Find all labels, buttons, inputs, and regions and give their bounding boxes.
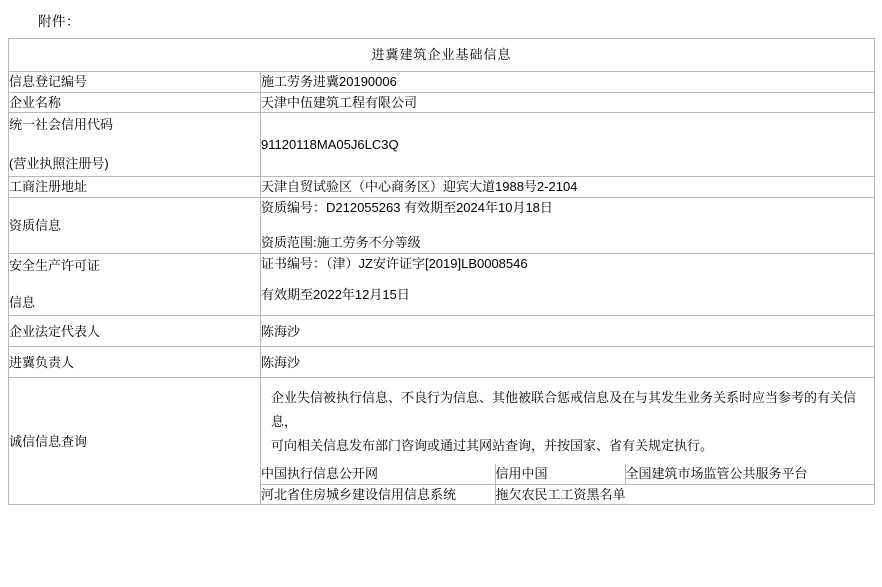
credit-code-label-line1: 统一社会信用代码 bbox=[9, 117, 114, 132]
qualification-line2: 资质范围:施工劳务不分等级 bbox=[261, 235, 421, 251]
row-value-credit-code: 91120118MA05J6LC3Q bbox=[261, 113, 875, 177]
row-label-legal-representative: 企业法定代表人 bbox=[9, 316, 261, 347]
table-title: 进冀建筑企业基础信息 bbox=[9, 39, 875, 72]
credit-links-row bbox=[261, 484, 875, 504]
credit-link-credit-china[interactable]: 信用中国 bbox=[495, 464, 625, 484]
table-row-credit-info bbox=[9, 378, 875, 505]
table-row bbox=[9, 92, 875, 113]
credit-links-table bbox=[261, 464, 875, 504]
credit-note bbox=[261, 378, 874, 464]
row-label-company-name: 企业名称 bbox=[9, 92, 261, 113]
row-value-registration-number: 施工劳务进冀20190006 bbox=[261, 72, 875, 93]
row-label-registered-address: 工商注册地址 bbox=[9, 177, 261, 198]
table-row bbox=[9, 253, 875, 315]
credit-link-national-construction-platform[interactable]: 全国建筑市场监管公共服务平台 bbox=[625, 464, 875, 484]
safety-license-line2: 有效期至2022年12月15日 bbox=[261, 287, 410, 303]
company-info-table bbox=[8, 38, 875, 505]
row-label-registration-number: 信息登记编号 bbox=[9, 72, 261, 93]
credit-code-label-line2: (营业执照注册号) bbox=[9, 155, 109, 171]
safety-license-label-line1: 安全生产许可证 bbox=[9, 257, 101, 273]
row-value-registered-address: 天津自贸试验区（中心商务区）迎宾大道1988号2-2104 bbox=[261, 177, 875, 198]
table-row-title bbox=[9, 39, 875, 72]
credit-link-hebei-housing-system[interactable]: 河北省住房城乡建设信用信息系统 bbox=[261, 484, 495, 504]
row-value-safety-license bbox=[261, 253, 875, 315]
table-row bbox=[9, 197, 875, 253]
credit-link-china-execution[interactable]: 中国执行信息公开网 bbox=[261, 464, 495, 484]
table-row bbox=[9, 177, 875, 198]
row-label-credit-code bbox=[9, 113, 261, 177]
credit-link-wage-arrears-blacklist[interactable]: 拖欠农民工工资黑名单 bbox=[495, 484, 875, 504]
credit-note-line2: 可向相关信息发布部门咨询或通过其网站查询，并按国家、省有关规定执行。 bbox=[271, 438, 714, 454]
row-label-qualification: 资质信息 bbox=[9, 197, 261, 253]
row-value-qualification bbox=[261, 197, 875, 253]
credit-links-row bbox=[261, 464, 875, 484]
attachment-label: 附件： bbox=[38, 14, 80, 29]
row-value-project-manager: 陈海沙 bbox=[261, 347, 875, 378]
safety-license-label-line2: 信息 bbox=[9, 294, 36, 310]
table-row bbox=[9, 72, 875, 93]
credit-note-line1: 企业失信被执行信息、不良行为信息、其他被联合惩戒信息及在与其发生业务关系时应当参考的有关信息， bbox=[271, 390, 857, 430]
qualification-line1: 资质编号：D212055263 有效期至2024年10月18日 bbox=[261, 199, 553, 215]
row-label-credit-query: 诚信信息查询 bbox=[9, 378, 261, 505]
table-row bbox=[9, 316, 875, 347]
row-label-safety-license bbox=[9, 253, 261, 315]
table-row bbox=[9, 113, 875, 177]
row-value-credit-query bbox=[261, 378, 875, 505]
table-row bbox=[9, 347, 875, 378]
row-value-company-name: 天津中伍建筑工程有限公司 bbox=[261, 92, 875, 113]
row-label-project-manager: 进冀负责人 bbox=[9, 347, 261, 378]
safety-license-line1: 证书编号：（津）JZ安许证字[2019]LB0008546 bbox=[261, 255, 528, 271]
row-value-legal-representative: 陈海沙 bbox=[261, 316, 875, 347]
